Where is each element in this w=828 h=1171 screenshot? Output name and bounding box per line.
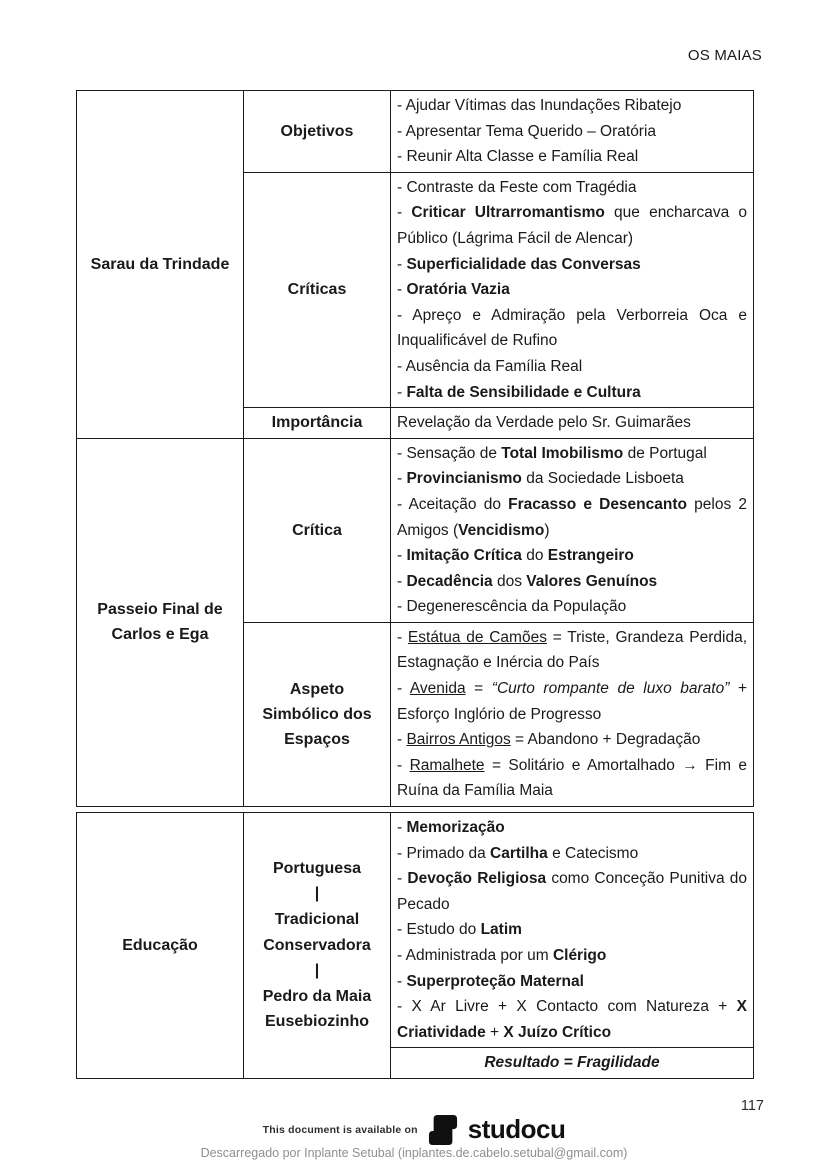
studocu-icon (428, 1115, 458, 1145)
bullet-line: - Apresentar Tema Querido – Oratória (397, 122, 657, 140)
stack-line: Pedro da Maia (262, 987, 372, 1005)
bullet-line: - Degenerescência da População (397, 598, 627, 616)
table-row (77, 813, 754, 1048)
bullet-line: - Criticar Ultrarromantismo que encharcava o Público (Lágrima Fácil de Alencar) (397, 204, 748, 247)
label-cell-critica: Crítica (244, 438, 391, 622)
stack-line: Portuguesa (272, 859, 361, 877)
bullet-line: - Oratória Vazia (397, 281, 510, 299)
topic-cell-sarau-da-trindade: Sarau da Trindade (77, 91, 244, 439)
content-cell-educacao (391, 813, 754, 1048)
bullet-line: - Aceitação do Fracasso e Desencanto pelos 2 Amigos (Vencidismo) (397, 495, 747, 539)
bullet-line: - Provincianismo da Sociedade Lisboeta (397, 470, 684, 488)
bullet-line: - Estudo do Latim (397, 921, 522, 939)
stack-line: | (314, 885, 320, 903)
stack-line: Eusebiozinho (265, 1013, 369, 1031)
bullet-line: - Primado da Cartilha e Catecismo (397, 844, 639, 862)
page-title: OS MAIAS (687, 47, 762, 64)
topic-cell-educacao: Educação (77, 813, 244, 1079)
label-cell-criticas: Críticas (244, 172, 391, 407)
bullet-line: - Estátua de Camões = Triste, Grandeza Perdida, Estagnação e Inércia do País (397, 628, 748, 672)
page-number: 117 (740, 1098, 764, 1114)
content-cell-importancia (391, 408, 754, 439)
label-cell-educacao-tipo (244, 813, 391, 1079)
footer-brand-row (0, 1114, 828, 1145)
content-cell-aspeto-simbolico (391, 622, 754, 806)
label-cell-aspeto-simbolico: Aspeto Simbólico dos Espaços (244, 622, 391, 806)
table-row (77, 91, 754, 173)
bullet-line: - Devoção Religiosa como Conceção Punitiva do Pecado (397, 870, 748, 913)
bullet-line: - X Ar Livre + X Contacto com Natureza + X Criatividade + X Juízo Crítico (397, 998, 747, 1041)
bullet-line: - Bairros Antigos = Abandono + Degradação (397, 731, 701, 749)
bullet-line: - Superproteção Maternal (397, 972, 584, 990)
topic-cell-passeio-final: Passeio Final de Carlos e Ega (77, 438, 244, 806)
studocu-wordmark: studocu (467, 1114, 566, 1144)
stack-line: Tradicional (274, 911, 360, 929)
bullet-line: - Imitação Crítica do Estrangeiro (397, 547, 634, 565)
footer-available-text: This document is available on (262, 1123, 418, 1136)
label-cell-objetivos: Objetivos (244, 91, 391, 173)
stack-line: | (314, 962, 320, 980)
bullet-line: - Superficialidade das Conversas (397, 255, 641, 273)
bullet-line: - Contraste da Feste com Tragédia (397, 178, 637, 196)
content-cell-resultado (391, 1048, 754, 1079)
bullet-line: - Sensação de Total Imobilismo de Portugal (397, 444, 707, 462)
table-row (77, 438, 754, 622)
bullet-line: - Decadência dos Valores Genuínos (397, 572, 658, 590)
educacao-table (76, 812, 754, 1079)
bullet-line: - Avenida = “Curto rompante de luxo barato” + Esforço Inglório de Progresso (397, 680, 748, 723)
bullet-line: - Memorização (397, 819, 505, 836)
content-cell-criticas (391, 172, 754, 407)
label-cell-importancia: Importância (244, 408, 391, 439)
bullet-line: - Ajudar Vítimas das Inundações Ribatejo (397, 97, 682, 114)
bullet-line: - Apreço e Admiração pela Verborreia Oca e Inqualificável de Rufino (397, 306, 747, 350)
bullet-line: - Reunir Alta Classe e Família Real (397, 148, 639, 166)
bullet-line: - Ausência da Família Real (397, 357, 583, 375)
bullet-line: Revelação da Verdade pelo Sr. Guimarães (397, 414, 691, 432)
sarau-passeio-table (76, 90, 754, 807)
bullet-line: - Ramalhete = Solitário e Amortalhado → Fim e Ruína da Família Maia (397, 756, 748, 800)
footer-download-notice: Descarregado por Inplante Setubal (inplantes.de.cabelo.setubal@gmail.com) (200, 1146, 628, 1160)
content-cell-objetivos (391, 91, 754, 173)
stack-line: Conservadora (263, 936, 371, 954)
bullet-line: - Administrada por um Clérigo (397, 946, 607, 964)
bullet-line: Resultado = Fragilidade (484, 1054, 660, 1072)
bullet-line: - Falta de Sensibilidade e Cultura (397, 383, 641, 401)
content-cell-critica (391, 438, 754, 622)
